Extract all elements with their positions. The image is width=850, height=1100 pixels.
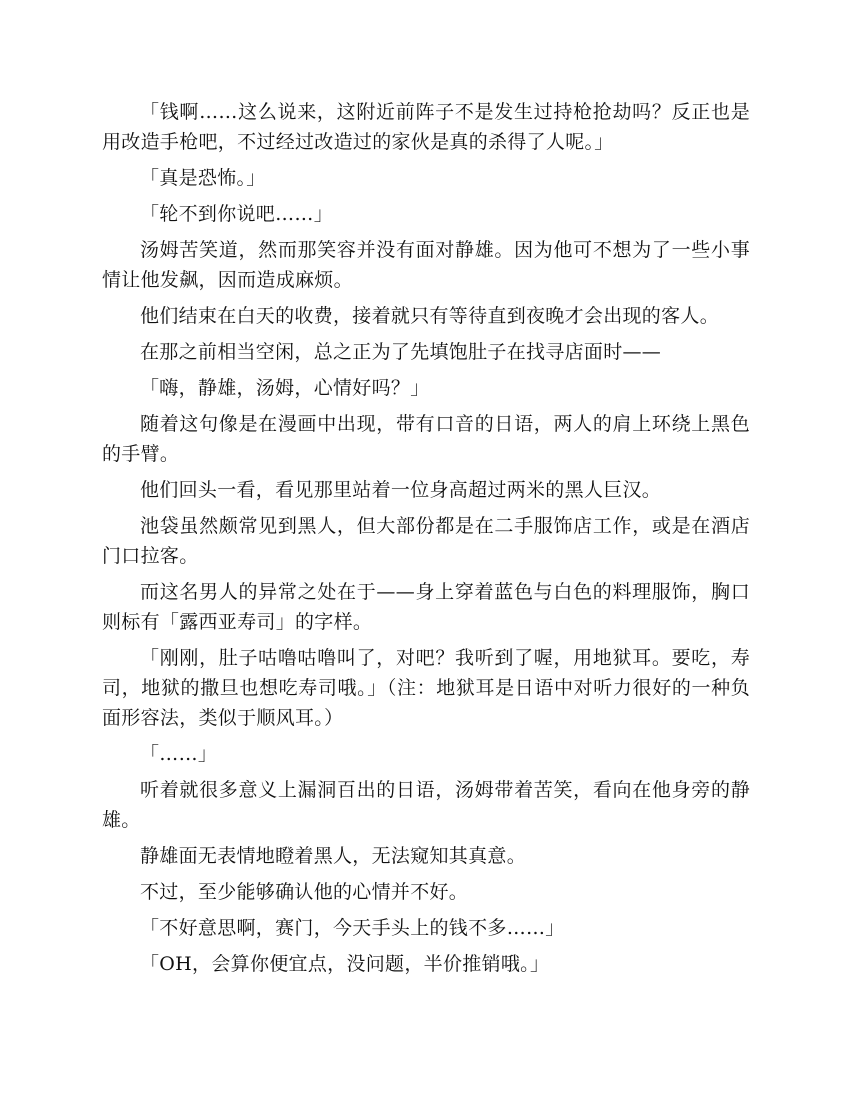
paragraph: 而这名男人的异常之处在于——身上穿着蓝色与白色的料理服饰，胸口则标有「露西亚寿司」的字样。 [102, 581, 750, 633]
paragraph: 「轮不到你说吧……」 [140, 203, 334, 225]
document-page [102, 97, 750, 985]
paragraph: 「不好意思啊，赛门，今天手头上的钱不多……」 [140, 917, 565, 939]
paragraph: 「真是恐怖。」 [140, 167, 266, 189]
paragraph: 随着这句像是在漫画中出现，带有口音的日语，两人的肩上环绕上黑色的手臂。 [102, 413, 750, 465]
paragraph: 他们回头一看，看见那里站着一位身高超过两米的黑人巨汉。 [140, 479, 662, 501]
paragraph: 静雄面无表情地瞪着黑人，无法窥知其真意。 [140, 845, 527, 867]
paragraph: 不过，至少能够确认他的心情并不好。 [140, 881, 469, 903]
paragraph: 「OH，会算你便宜点，没问题，半价推销哦。」 [140, 953, 550, 975]
paragraph: 「……」 [140, 743, 218, 765]
paragraph: 池袋虽然颇常见到黑人，但大部份都是在二手服饰店工作，或是在酒店门口拉客。 [102, 515, 750, 567]
paragraph: 他们结束在白天的收费，接着就只有等待直到夜晚才会出现的客人。 [140, 305, 720, 327]
paragraph: 听着就很多意义上漏洞百出的日语，汤姆带着苦笑，看向在他身旁的静雄。 [102, 779, 750, 831]
paragraph: 「刚刚，肚子咕噜咕噜叫了，对吧？我听到了喔，用地狱耳。要吃，寿司，地狱的撒旦也想吃寿司哦。」（注：地狱耳是日语中对听力很好的一种负面形容法，类似于顺风耳。） [102, 647, 750, 729]
paragraph: 汤姆苦笑道，然而那笑容并没有面对静雄。因为他可不想为了一些小事情让他发飙，因而造成麻烦。 [102, 239, 750, 291]
paragraph: 「钱啊……这么说来，这附近前阵子不是发生过持枪抢劫吗？反正也是用改造手枪吧，不过经过改造过的家伙是真的杀得了人呢。」 [102, 101, 750, 153]
paragraph: 「嗨，静雄，汤姆，心情好吗？」 [140, 377, 430, 399]
paragraph: 在那之前相当空闲，总之正为了先填饱肚子在找寻店面时—— [140, 341, 662, 363]
